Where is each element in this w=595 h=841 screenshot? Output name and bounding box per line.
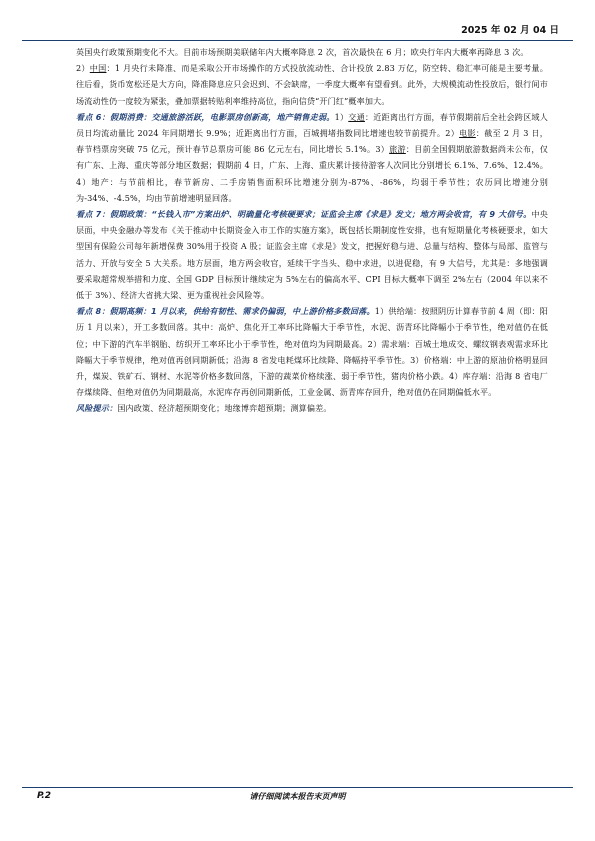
paragraph-text: 国内政策、经济超预期变化；地缘博弈超预期；测算偏差。: [117, 403, 332, 414]
paragraph-china-liquidity: [76, 60, 548, 109]
paragraph-uk-policy: 英国央行政策预期变化不大。目前市场预期美联储年内大概率降息 2 次，首次最快在 6 月；欧央行年内大概率再降息 3 次。: [76, 47, 529, 57]
report-body: [76, 44, 548, 417]
item-label-china: 中国: [89, 63, 107, 74]
item-label-traffic: 交通: [348, 111, 365, 122]
section-6: [76, 109, 548, 206]
risk-heading: 风险提示：: [76, 403, 118, 414]
footer-divider: [22, 787, 573, 788]
paragraph-text: ：目前全国假期旅游数据尚未公布，仅有广东、上海、重庆等部分地区数据；假期前 4 日，广东、上海、重庆累计接待游客人次同比分别增长 6.1%、7.6%、12.4%。4）地产：与节前相比，春节新房、二手房销售面积环比增速分别为-87%、-86%，均弱于季节性；农历同比增速分别为-34%、-4.5%，均由节前增速明显回落。: [76, 144, 548, 203]
item-label-movie: 电影: [459, 128, 476, 139]
header-divider: [22, 40, 573, 41]
page-number: P.2: [37, 791, 51, 801]
section-8: [76, 303, 548, 400]
risk-warning: [76, 400, 548, 416]
item-number: 2）: [76, 63, 90, 74]
paragraph-text: ：近距离出行方面，春节假期前后全社会跨区域人员日均流动量比 2024 年同期增长 9.9%；近距离出行方面，百城拥堵指数同比增速也较节前提升。2）: [76, 111, 548, 139]
section-7: [76, 206, 548, 303]
report-date: 2025 年 02 月 04 日: [461, 25, 559, 36]
paragraph-text: ：截至 2 月 3 日，春节档票房突破 75 亿元，预计春节总票房可能 86 亿元左右，同比增长 5.1%。3）: [76, 128, 548, 155]
paragraph-text: 1）供给端：按照阴历计算春节前 4 周（即：阳历 1 月以来），开工多数回落。其中：高炉、焦化开工率环比降幅大于季节性，水泥、沥青环比降幅小于季节性，绝对值仍在低位；中下游的汽车半钢胎、纺织开工率环比小于季节性，绝对值均为同期最高。2）需求端：百城土地成交、螺纹钢表观需求环比降幅大于季节规律，绝对值再创同期新低；沿海 8 省发电耗煤环比续降、降幅持平季节性。3）价格端：中上游的原油价格明显回升，煤炭、铁矿石、钢材、水泥等价格多数回落，下游的蔬菜价格续涨、弱于季节性，猪肉价格小跌。4）库存端：沿海 8 省电厂存煤续降、但绝对值仍为同期最高，水泥库存再创同期新低，工业金属、沥青库存回升，绝对值仍在同期偏低水平。: [76, 306, 548, 398]
section-8-heading: 看点 8：假期高频：1 月以来，供给有韧性、需求仍偏弱，中上游价格多数回落。: [76, 306, 375, 317]
item-number: 1）: [334, 111, 349, 122]
footer-disclaimer: 请仔细阅读本报告末页声明: [249, 792, 346, 801]
paragraph-text: 中央层面，中央金融办等发布《关于推动中长期资金入市工作的实施方案》，既包括长期制度性安排，也有短期量化考核硬要求，如大型国有保险公司每年新增保费 30%用于投资 A 股；证监会主席《求是》发文，把握好稳与进、总量与结构、整体与局部、监管与活力、开放与安全 5 大关系。地方层面，地方两会收官，延续干字当头、稳中求进，以进促稳，有 9 大信号，尤其是：多地强调要采取超常规举措和力度、全国 GDP 目标预计继续定为 5%左右的偏高水平、CPI 目标大概率下调至 2%左右（2004 年以来不低于 3%）、经济大省挑大梁、更为重视社会风险等。: [76, 209, 548, 301]
section-6-heading: 看点 6：假期消费：交通旅游活跃，电影票房创新高，地产销售走弱。: [76, 111, 335, 122]
item-label-tourism: 旅游: [389, 144, 406, 155]
paragraph-text: ：1 月央行未降准、而是采取公开市场操作的方式投放流动性、合计投放 2.83 万亿，防空转、稳汇率可能是主要考量。往后看，货币宽松还是大方向，降准降息应只会迟到、不会缺席，一季度大概率有望看到。此外，大规模流动性投放后，银行间市场流动性仍一度较为紧张，叠加票据转贴利率维持高位，指向信贷“开门红”概率加大。: [76, 63, 548, 106]
section-7-heading: 看点 7：假期政策：“长钱入市”方案出炉、明确量化考核硬要求；证监会主席《求是》发文；地方两会收官，有 9 大信号。: [76, 209, 532, 220]
